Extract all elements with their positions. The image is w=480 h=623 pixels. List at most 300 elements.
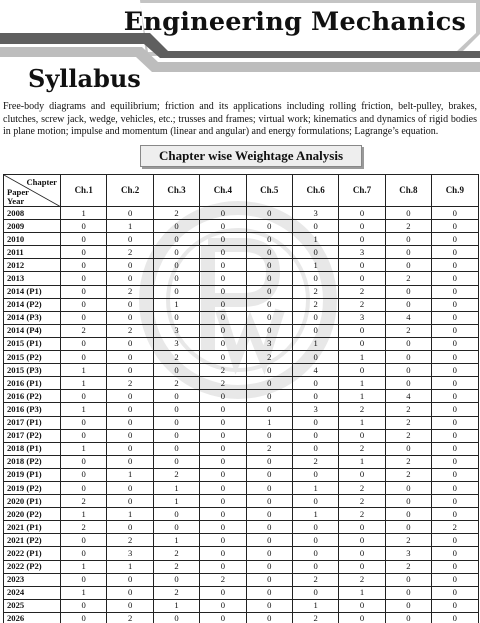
table-row: [4, 233, 479, 246]
value-cell: 2: [385, 429, 431, 442]
year-cell: 2017 (P2): [4, 429, 61, 442]
value-cell: 0: [292, 495, 338, 508]
value-cell: 0: [246, 403, 292, 416]
value-cell: 1: [292, 337, 338, 350]
value-cell: 0: [61, 547, 107, 560]
value-cell: 1: [153, 495, 199, 508]
value-cell: 0: [432, 560, 478, 573]
value-cell: 0: [432, 324, 478, 337]
value-cell: 0: [153, 220, 199, 233]
year-cell: 2022 (P1): [4, 547, 61, 560]
value-cell: 2: [153, 377, 199, 390]
value-cell: 1: [292, 233, 338, 246]
year-cell: 2014 (P1): [4, 285, 61, 298]
corner-year-label: Year: [7, 196, 25, 206]
value-cell: 0: [200, 612, 246, 623]
value-cell: 0: [107, 481, 153, 494]
table-row: [4, 377, 479, 390]
value-cell: 0: [432, 573, 478, 586]
value-cell: 2: [339, 442, 385, 455]
value-cell: 0: [246, 220, 292, 233]
value-cell: 0: [200, 324, 246, 337]
value-cell: 0: [200, 246, 246, 259]
value-cell: 0: [61, 429, 107, 442]
table-row: [4, 495, 479, 508]
value-cell: 1: [61, 377, 107, 390]
value-cell: 0: [61, 311, 107, 324]
value-cell: 0: [292, 468, 338, 481]
value-cell: 0: [153, 285, 199, 298]
value-cell: 0: [107, 390, 153, 403]
year-cell: 2014 (P3): [4, 311, 61, 324]
value-cell: 0: [432, 233, 478, 246]
value-cell: 0: [61, 534, 107, 547]
value-cell: 0: [432, 612, 478, 623]
value-cell: 1: [107, 508, 153, 521]
value-cell: 0: [246, 311, 292, 324]
value-cell: 0: [339, 220, 385, 233]
value-cell: 0: [432, 508, 478, 521]
value-cell: 0: [200, 442, 246, 455]
column-header: Ch.9: [432, 175, 478, 207]
table-row: [4, 586, 479, 599]
value-cell: 0: [153, 233, 199, 246]
value-cell: 0: [292, 377, 338, 390]
year-cell: 2015 (P3): [4, 364, 61, 377]
value-cell: 0: [246, 455, 292, 468]
value-cell: 1: [339, 377, 385, 390]
value-cell: 3: [339, 246, 385, 259]
value-cell: 2: [292, 455, 338, 468]
value-cell: 0: [339, 429, 385, 442]
value-cell: 2: [339, 508, 385, 521]
value-cell: 2: [385, 468, 431, 481]
value-cell: 4: [385, 311, 431, 324]
value-cell: 0: [200, 547, 246, 560]
value-cell: 0: [339, 612, 385, 623]
year-cell: 2021 (P1): [4, 521, 61, 534]
value-cell: 2: [246, 442, 292, 455]
value-cell: 0: [385, 521, 431, 534]
value-cell: 0: [246, 298, 292, 311]
value-cell: 0: [61, 337, 107, 350]
year-cell: 2018 (P1): [4, 442, 61, 455]
value-cell: 0: [292, 547, 338, 560]
year-cell: 2020 (P2): [4, 508, 61, 521]
value-cell: 0: [292, 390, 338, 403]
year-cell: 2019 (P1): [4, 468, 61, 481]
value-cell: 1: [246, 416, 292, 429]
value-cell: 0: [107, 599, 153, 612]
value-cell: 0: [200, 521, 246, 534]
value-cell: 1: [107, 468, 153, 481]
value-cell: 0: [107, 233, 153, 246]
value-cell: 2: [107, 285, 153, 298]
value-cell: 0: [385, 207, 431, 220]
value-cell: 1: [292, 481, 338, 494]
value-cell: 0: [432, 351, 478, 364]
value-cell: 2: [339, 481, 385, 494]
value-cell: 2: [200, 377, 246, 390]
value-cell: 2: [339, 298, 385, 311]
value-cell: 1: [339, 416, 385, 429]
value-cell: 0: [200, 259, 246, 272]
value-cell: 0: [385, 599, 431, 612]
value-cell: 0: [246, 521, 292, 534]
value-cell: 0: [61, 573, 107, 586]
value-cell: 0: [200, 599, 246, 612]
table-row: [4, 521, 479, 534]
value-cell: 0: [246, 468, 292, 481]
value-cell: 0: [200, 337, 246, 350]
value-cell: 0: [385, 508, 431, 521]
value-cell: 0: [432, 495, 478, 508]
value-cell: 3: [153, 324, 199, 337]
value-cell: 2: [432, 521, 478, 534]
value-cell: 0: [432, 364, 478, 377]
value-cell: 0: [153, 311, 199, 324]
column-header: Ch.2: [107, 175, 153, 207]
year-cell: 2017 (P1): [4, 416, 61, 429]
table-row: [4, 534, 479, 547]
value-cell: 2: [292, 298, 338, 311]
value-cell: 0: [246, 573, 292, 586]
table-row: [4, 442, 479, 455]
column-header: Ch.3: [153, 175, 199, 207]
value-cell: 0: [246, 207, 292, 220]
value-cell: 0: [153, 521, 199, 534]
value-cell: 0: [385, 246, 431, 259]
value-cell: 0: [200, 481, 246, 494]
value-cell: 0: [432, 586, 478, 599]
year-cell: 2026: [4, 612, 61, 623]
year-cell: 2016 (P1): [4, 377, 61, 390]
value-cell: 0: [246, 364, 292, 377]
value-cell: 0: [432, 468, 478, 481]
value-cell: 0: [200, 416, 246, 429]
table-header-row: [4, 175, 479, 207]
value-cell: 0: [61, 220, 107, 233]
value-cell: 1: [153, 481, 199, 494]
value-cell: 0: [432, 429, 478, 442]
value-cell: 0: [432, 246, 478, 259]
value-cell: 0: [61, 351, 107, 364]
value-cell: 0: [107, 272, 153, 285]
value-cell: 0: [339, 521, 385, 534]
year-cell: 2014 (P4): [4, 324, 61, 337]
value-cell: 2: [339, 495, 385, 508]
value-cell: 1: [61, 442, 107, 455]
value-cell: 0: [246, 599, 292, 612]
value-cell: 0: [339, 337, 385, 350]
value-cell: 0: [339, 364, 385, 377]
table-row: [4, 351, 479, 364]
value-cell: 0: [246, 495, 292, 508]
year-cell: 2024: [4, 586, 61, 599]
value-cell: 0: [246, 390, 292, 403]
value-cell: 2: [107, 377, 153, 390]
value-cell: 0: [246, 481, 292, 494]
value-cell: 3: [292, 403, 338, 416]
value-cell: 2: [385, 560, 431, 573]
value-cell: 0: [292, 586, 338, 599]
value-cell: 0: [200, 207, 246, 220]
table-row: [4, 285, 479, 298]
value-cell: 4: [292, 364, 338, 377]
value-cell: 0: [200, 351, 246, 364]
table-row: [4, 311, 479, 324]
column-header: Ch.6: [292, 175, 338, 207]
value-cell: 0: [385, 259, 431, 272]
value-cell: 0: [292, 272, 338, 285]
value-cell: 1: [153, 298, 199, 311]
value-cell: 0: [200, 220, 246, 233]
value-cell: 3: [107, 547, 153, 560]
value-cell: 0: [200, 586, 246, 599]
value-cell: 2: [339, 285, 385, 298]
value-cell: 0: [339, 534, 385, 547]
value-cell: 0: [339, 272, 385, 285]
value-cell: 2: [153, 207, 199, 220]
value-cell: 2: [385, 272, 431, 285]
column-header: Ch.5: [246, 175, 292, 207]
table-row: [4, 298, 479, 311]
table-row: [4, 246, 479, 259]
value-cell: 0: [107, 337, 153, 350]
value-cell: 0: [200, 429, 246, 442]
value-cell: 1: [61, 207, 107, 220]
value-cell: 0: [246, 246, 292, 259]
value-cell: 3: [339, 311, 385, 324]
value-cell: 0: [339, 259, 385, 272]
value-cell: 2: [153, 560, 199, 573]
value-cell: 1: [292, 508, 338, 521]
value-cell: 0: [246, 259, 292, 272]
value-cell: 0: [432, 272, 478, 285]
table-row: [4, 324, 479, 337]
value-cell: 0: [153, 416, 199, 429]
value-cell: 0: [292, 220, 338, 233]
value-cell: 0: [107, 521, 153, 534]
value-cell: 0: [385, 364, 431, 377]
value-cell: 0: [153, 455, 199, 468]
value-cell: 0: [339, 233, 385, 246]
value-cell: 0: [339, 468, 385, 481]
value-cell: 2: [107, 534, 153, 547]
syllabus-description: Free-body diagrams and equilibrium; friction and its applications including rolling friction, belt-pulley, brakes, clutches, screw jack, wedge, vehicles, etc.; trusses and frames; virtual work; kinematics and dynamics of rigid bodies in plane motion; impulse and momentum (linear and angular) and energy formulations; Lagrange’s equation.: [3, 101, 477, 138]
value-cell: 0: [153, 612, 199, 623]
value-cell: 0: [432, 390, 478, 403]
value-cell: 0: [153, 390, 199, 403]
value-cell: 1: [107, 220, 153, 233]
value-cell: 2: [107, 324, 153, 337]
table-row: [4, 573, 479, 586]
value-cell: 0: [200, 233, 246, 246]
year-cell: 2012: [4, 259, 61, 272]
corner-header-cell: [4, 175, 61, 207]
value-cell: 0: [292, 324, 338, 337]
value-cell: 2: [153, 547, 199, 560]
value-cell: 0: [246, 324, 292, 337]
value-cell: 2: [153, 351, 199, 364]
value-cell: 0: [246, 285, 292, 298]
value-cell: 0: [292, 246, 338, 259]
value-cell: 0: [153, 246, 199, 259]
year-cell: 2009: [4, 220, 61, 233]
value-cell: 0: [107, 495, 153, 508]
value-cell: 0: [200, 455, 246, 468]
year-cell: 2011: [4, 246, 61, 259]
value-cell: 0: [432, 298, 478, 311]
table-row: [4, 390, 479, 403]
value-cell: 1: [107, 560, 153, 573]
value-cell: 0: [246, 560, 292, 573]
value-cell: 0: [107, 298, 153, 311]
value-cell: 2: [200, 573, 246, 586]
value-cell: 0: [200, 272, 246, 285]
table-body: [4, 207, 479, 623]
year-cell: 2016 (P2): [4, 390, 61, 403]
value-cell: 0: [153, 364, 199, 377]
value-cell: 1: [292, 599, 338, 612]
value-cell: 3: [153, 337, 199, 350]
value-cell: 0: [153, 429, 199, 442]
value-cell: 0: [61, 612, 107, 623]
year-cell: 2015 (P1): [4, 337, 61, 350]
value-cell: 0: [385, 481, 431, 494]
value-cell: 3: [246, 337, 292, 350]
table-row: [4, 455, 479, 468]
value-cell: 0: [339, 207, 385, 220]
value-cell: 0: [246, 547, 292, 560]
value-cell: 0: [432, 207, 478, 220]
value-cell: 1: [339, 351, 385, 364]
table-row: [4, 416, 479, 429]
value-cell: 0: [200, 534, 246, 547]
value-cell: 0: [61, 259, 107, 272]
table-row: [4, 429, 479, 442]
value-cell: 0: [61, 233, 107, 246]
value-cell: 0: [200, 495, 246, 508]
value-cell: 0: [432, 455, 478, 468]
value-cell: 0: [200, 390, 246, 403]
value-cell: 1: [153, 534, 199, 547]
corner-paper-label: Paper: [7, 187, 29, 197]
value-cell: 2: [339, 573, 385, 586]
value-cell: 0: [385, 351, 431, 364]
value-cell: 0: [432, 547, 478, 560]
value-cell: 0: [432, 259, 478, 272]
value-cell: 0: [200, 508, 246, 521]
value-cell: 0: [246, 612, 292, 623]
value-cell: 0: [432, 599, 478, 612]
value-cell: 0: [107, 403, 153, 416]
year-cell: 2010: [4, 233, 61, 246]
value-cell: 0: [107, 429, 153, 442]
value-cell: 0: [107, 351, 153, 364]
table-row: [4, 468, 479, 481]
column-header: Ch.8: [385, 175, 431, 207]
value-cell: 1: [61, 508, 107, 521]
value-cell: 0: [385, 233, 431, 246]
value-cell: 1: [61, 560, 107, 573]
value-cell: 2: [385, 455, 431, 468]
value-cell: 0: [432, 403, 478, 416]
value-cell: 2: [385, 416, 431, 429]
table-row: [4, 403, 479, 416]
value-cell: 0: [61, 455, 107, 468]
value-cell: 0: [292, 560, 338, 573]
year-cell: 2008: [4, 207, 61, 220]
value-cell: 0: [153, 403, 199, 416]
value-cell: 0: [61, 481, 107, 494]
value-cell: 0: [61, 298, 107, 311]
value-cell: 0: [107, 586, 153, 599]
value-cell: 1: [292, 259, 338, 272]
year-cell: 2019 (P2): [4, 481, 61, 494]
table-row: [4, 220, 479, 233]
column-header: Ch.7: [339, 175, 385, 207]
value-cell: 0: [432, 377, 478, 390]
value-cell: 2: [61, 495, 107, 508]
value-cell: 0: [385, 337, 431, 350]
table-row: [4, 259, 479, 272]
value-cell: 0: [61, 285, 107, 298]
table-row: [4, 207, 479, 220]
value-cell: 0: [61, 246, 107, 259]
value-cell: 2: [200, 364, 246, 377]
value-cell: 0: [292, 534, 338, 547]
value-cell: 2: [385, 534, 431, 547]
value-cell: 0: [61, 416, 107, 429]
value-cell: 0: [246, 233, 292, 246]
year-cell: 2020 (P1): [4, 495, 61, 508]
table-row: [4, 481, 479, 494]
value-cell: 0: [107, 573, 153, 586]
value-cell: 0: [385, 442, 431, 455]
table-row: [4, 272, 479, 285]
year-cell: 2022 (P2): [4, 560, 61, 573]
value-cell: 0: [385, 573, 431, 586]
value-cell: 0: [246, 272, 292, 285]
value-cell: 0: [61, 390, 107, 403]
value-cell: 2: [385, 403, 431, 416]
table-row: [4, 508, 479, 521]
year-cell: 2016 (P3): [4, 403, 61, 416]
year-cell: 2014 (P2): [4, 298, 61, 311]
value-cell: 0: [385, 612, 431, 623]
value-cell: 0: [339, 599, 385, 612]
section-heading: Syllabus: [28, 64, 141, 93]
value-cell: 0: [385, 377, 431, 390]
value-cell: 0: [246, 377, 292, 390]
year-cell: 2013: [4, 272, 61, 285]
value-cell: 0: [385, 285, 431, 298]
value-cell: 1: [339, 455, 385, 468]
value-cell: 3: [385, 547, 431, 560]
value-cell: 0: [292, 521, 338, 534]
value-cell: 0: [339, 547, 385, 560]
value-cell: 0: [200, 311, 246, 324]
value-cell: 1: [153, 599, 199, 612]
value-cell: 0: [153, 573, 199, 586]
year-cell: 2015 (P2): [4, 351, 61, 364]
value-cell: 2: [385, 324, 431, 337]
value-cell: 0: [200, 285, 246, 298]
value-cell: 2: [292, 285, 338, 298]
value-cell: 1: [339, 586, 385, 599]
value-cell: 0: [107, 311, 153, 324]
